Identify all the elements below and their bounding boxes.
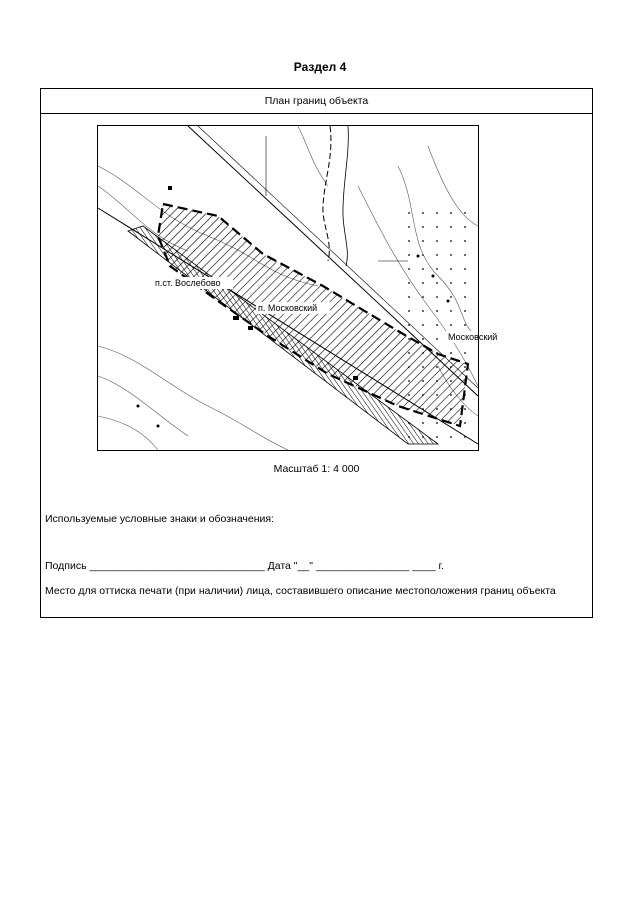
section-title: Раздел 4 [293, 60, 347, 74]
date-quote-open: " [293, 560, 298, 572]
date-year-field[interactable]: ____ [412, 560, 436, 572]
map-label-village: п. Московский [258, 303, 318, 313]
sign-field[interactable]: ______________________________ [89, 560, 265, 572]
legend-label: Используемые условные знаки и обозначения: [45, 513, 275, 525]
sign-label: Подпись [45, 560, 87, 572]
boundary-map [97, 125, 498, 451]
map-label-station: п.ст. Вослебово [155, 278, 221, 288]
date-day-field[interactable]: __ [297, 560, 310, 572]
year-suffix: г. [438, 560, 444, 572]
stamp-place-text: Место для оттиска печати (при наличии) лица, составившего описание местоположения границ объекта [45, 585, 556, 597]
date-month-field[interactable]: ________________ [315, 560, 410, 572]
map-scale: Масштаб 1: 4 000 [273, 463, 360, 475]
date-quote-close: " [309, 560, 313, 572]
signature-line [45, 560, 444, 572]
boundary-plan-frame [40, 88, 593, 618]
plan-header: План границ объекта [41, 89, 592, 114]
date-label: Дата [267, 560, 291, 572]
map-label-district: Московский [448, 332, 498, 342]
stream-bank [343, 126, 348, 266]
stream [323, 126, 331, 261]
